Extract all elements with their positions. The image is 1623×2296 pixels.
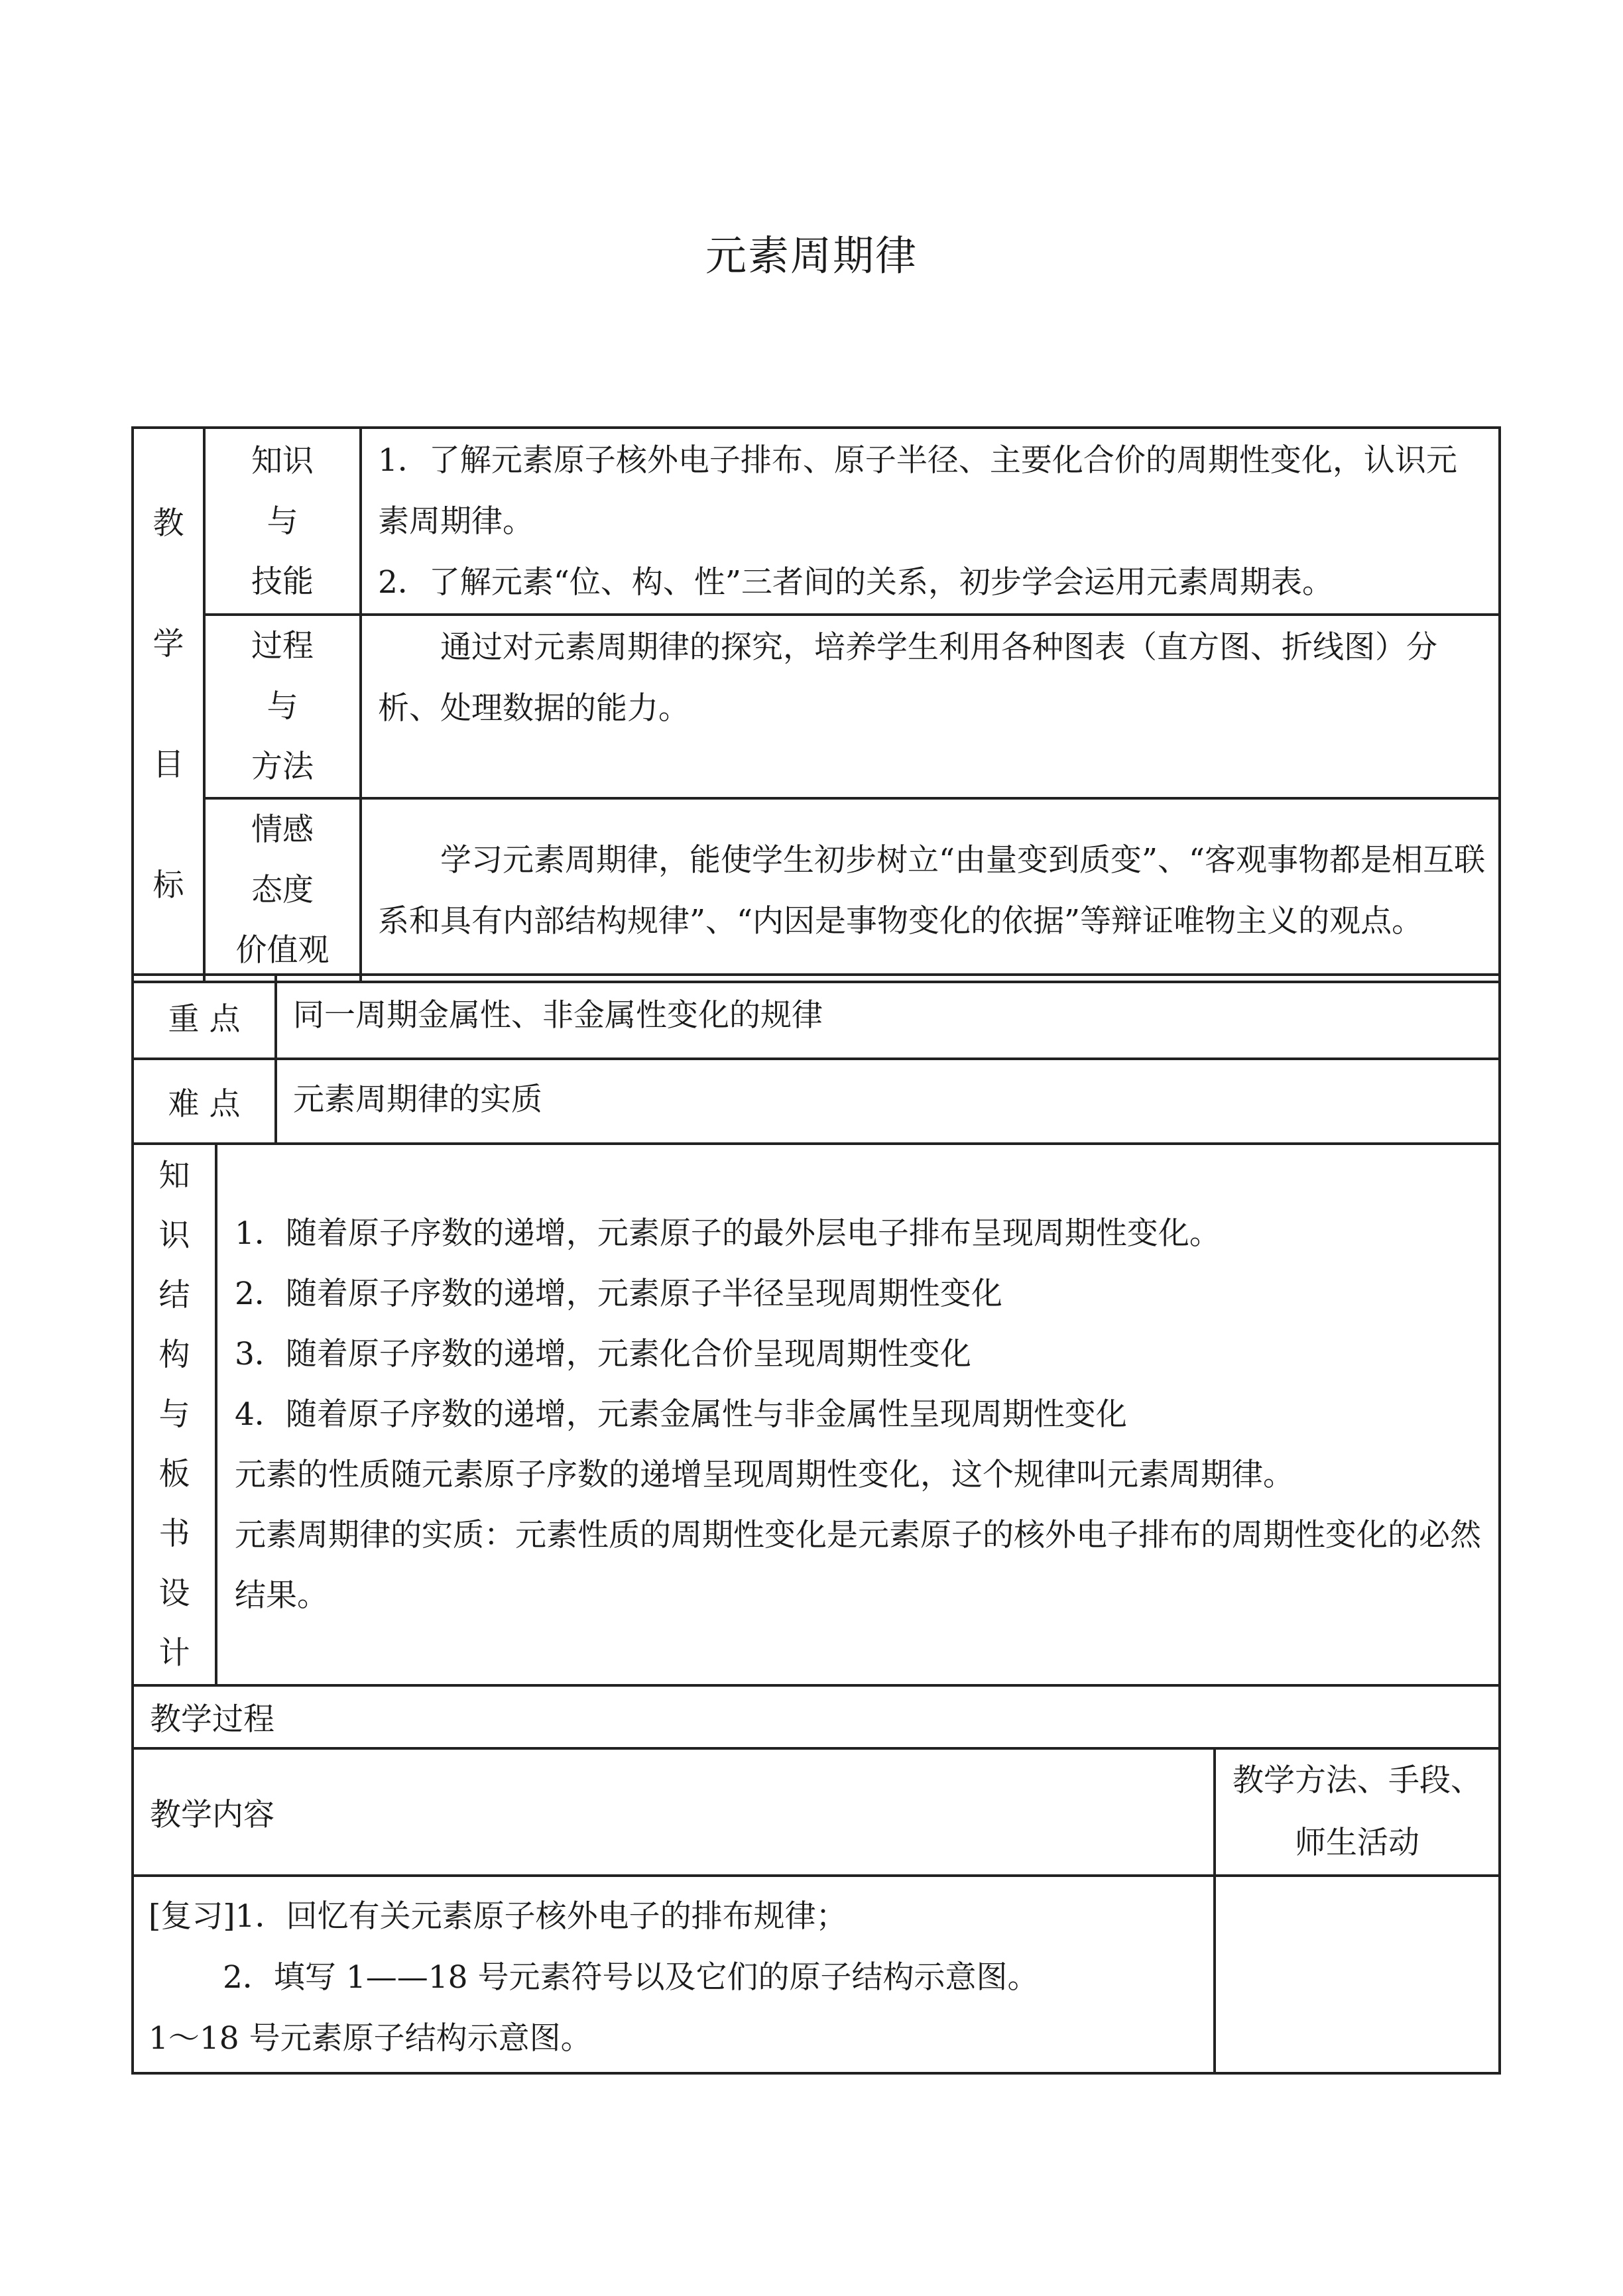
knowledge-line: 1．随着原子序数的递增，元素原子的最外层电子排布呈现周期性变化。 xyxy=(235,1215,1221,1252)
objective-category-knowledge: 知识 与 技能 xyxy=(204,428,361,615)
process-table xyxy=(131,1684,1501,2075)
objective-text-process: 通过对元素周期律的探究，培养学生利用各种图表（直方图、折线图）分析、处理数据的能力。 xyxy=(361,615,1500,798)
objectives-table xyxy=(131,426,1501,983)
knowledge-line: 4．随着原子序数的递增，元素金属性与非金属性呈现周期性变化 xyxy=(235,1396,1127,1433)
objective-text-knowledge: 1．了解元素原子核外电子排布、原子半径、主要化合价的周期性变化，认识元素周期律。 2．了解元素“位、构、性”三者间的关系，初步学会运用元素周期表。 xyxy=(361,428,1500,615)
review-line: 1～18 号元素原子结构示意图。 xyxy=(149,2020,592,2057)
knowledge-content xyxy=(216,1144,1500,1685)
knowledge-header: 知 识 结 构 与 板 书 设 计 xyxy=(133,1144,216,1685)
page-title: 元素周期律 xyxy=(705,231,918,280)
objective-text-attitude: 学习元素周期律，能使学生初步树立“由量变到质变”、“客观事物都是相互联系和具有内部结构规律”、“内因是事物变化的依据”等辩证唯物主义的观点。 xyxy=(361,798,1500,982)
key-point-text: 同一周期金属性、非金属性变化的规律 xyxy=(276,975,1500,1059)
knowledge-line: 2．随着原子序数的递增，元素原子半径呈现周期性变化 xyxy=(235,1276,1002,1312)
knowledge-line: 元素的性质随元素原子序数的递增呈现周期性变化，这个规律叫元素周期律。 xyxy=(235,1457,1294,1493)
points-table xyxy=(131,973,1501,1145)
review-line: 2．填写 1——18 号元素符号以及它们的原子结构示意图。 xyxy=(223,1959,1039,1996)
review-content xyxy=(133,1876,1215,2073)
knowledge-table xyxy=(131,1142,1501,1687)
method-cell xyxy=(1215,1876,1500,2073)
objective-category-attitude: 情感 态度 价值观 xyxy=(204,798,361,982)
difficult-point-text: 元素周期律的实质 xyxy=(276,1059,1500,1144)
process-title: 教学过程 xyxy=(133,1685,1500,1748)
difficult-point-label: 难 点 xyxy=(133,1059,276,1144)
key-point-label: 重 点 xyxy=(133,975,276,1059)
objectives-header: 教 学 目 标 xyxy=(133,428,204,982)
content-header: 教学内容 xyxy=(133,1748,1215,1876)
review-line: [复习]1．回忆有关元素原子核外电子的排布规律； xyxy=(149,1898,847,1935)
knowledge-line: 元素周期律的实质：元素性质的周期性变化是元素原子的核外电子排布的周期性变化的必然结果。 xyxy=(235,1517,1481,1614)
knowledge-line: 3．随着原子序数的递增，元素化合价呈现周期性变化 xyxy=(235,1336,971,1372)
method-header: 教学方法、手段、 师生活动 xyxy=(1215,1748,1500,1876)
objective-category-process: 过程 与 方法 xyxy=(204,615,361,798)
